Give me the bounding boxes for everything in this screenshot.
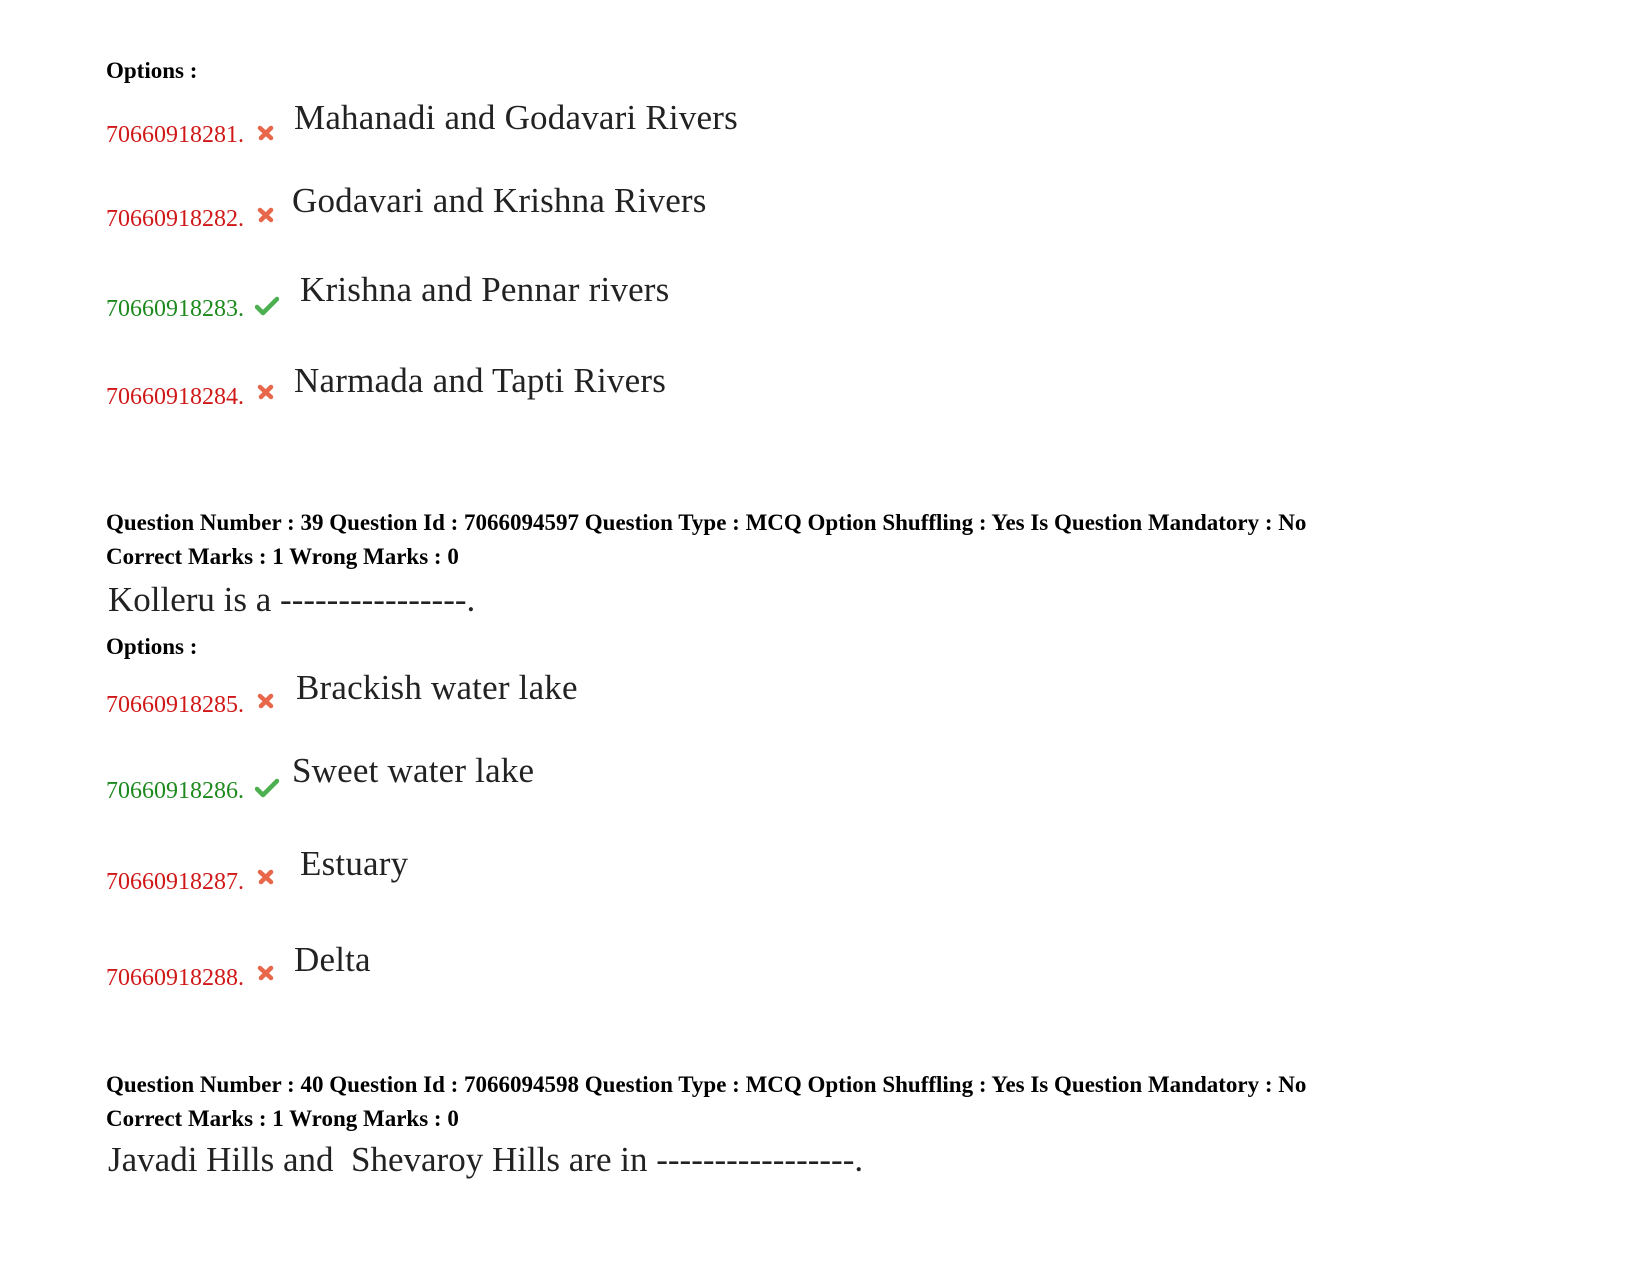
- options-label: Options :: [106, 634, 198, 659]
- option-text: Godavari and Krishna Rivers: [292, 181, 707, 220]
- question-stem: Javadi Hills and Shevaroy Hills are in -----------------.: [108, 1140, 864, 1179]
- cross-icon: [256, 205, 276, 225]
- cross-icon: [256, 691, 276, 711]
- question-meta: Question Number : 40 Question Id : 7066094598 Question Type : MCQ Option Shuffling : Yes Is Question Mandatory : No: [106, 1072, 1307, 1097]
- question-marks: Correct Marks : 1 Wrong Marks : 0: [106, 544, 459, 569]
- cross-icon: [256, 382, 276, 402]
- option-text: Delta: [294, 940, 371, 979]
- options-label: Options :: [106, 58, 198, 83]
- cross-icon: [256, 963, 276, 983]
- question-marks: Correct Marks : 1 Wrong Marks : 0: [106, 1106, 459, 1131]
- option-id: 70660918287.: [106, 869, 244, 895]
- option-text: Brackish water lake: [296, 668, 578, 707]
- option-id: 70660918281.: [106, 122, 244, 148]
- option-text: Mahanadi and Godavari Rivers: [294, 98, 738, 137]
- cross-icon: [256, 867, 276, 887]
- option-text: Krishna and Pennar rivers: [300, 270, 670, 309]
- option-text: Sweet water lake: [292, 751, 535, 790]
- cross-icon: [256, 123, 276, 143]
- question-stem: Kolleru is a ----------------.: [108, 580, 476, 619]
- option-id: 70660918288.: [106, 965, 244, 991]
- option-id: 70660918284.: [106, 384, 244, 410]
- option-text: Narmada and Tapti Rivers: [294, 361, 667, 400]
- option-id: 70660918283.: [106, 296, 244, 322]
- check-icon: [255, 778, 279, 798]
- option-text: Estuary: [300, 844, 409, 883]
- option-id: 70660918282.: [106, 206, 244, 232]
- option-id: 70660918285.: [106, 692, 244, 718]
- question-meta: Question Number : 39 Question Id : 7066094597 Question Type : MCQ Option Shuffling : Yes Is Question Mandatory : No: [106, 510, 1307, 535]
- option-id: 70660918286.: [106, 778, 244, 804]
- check-icon: [255, 296, 279, 316]
